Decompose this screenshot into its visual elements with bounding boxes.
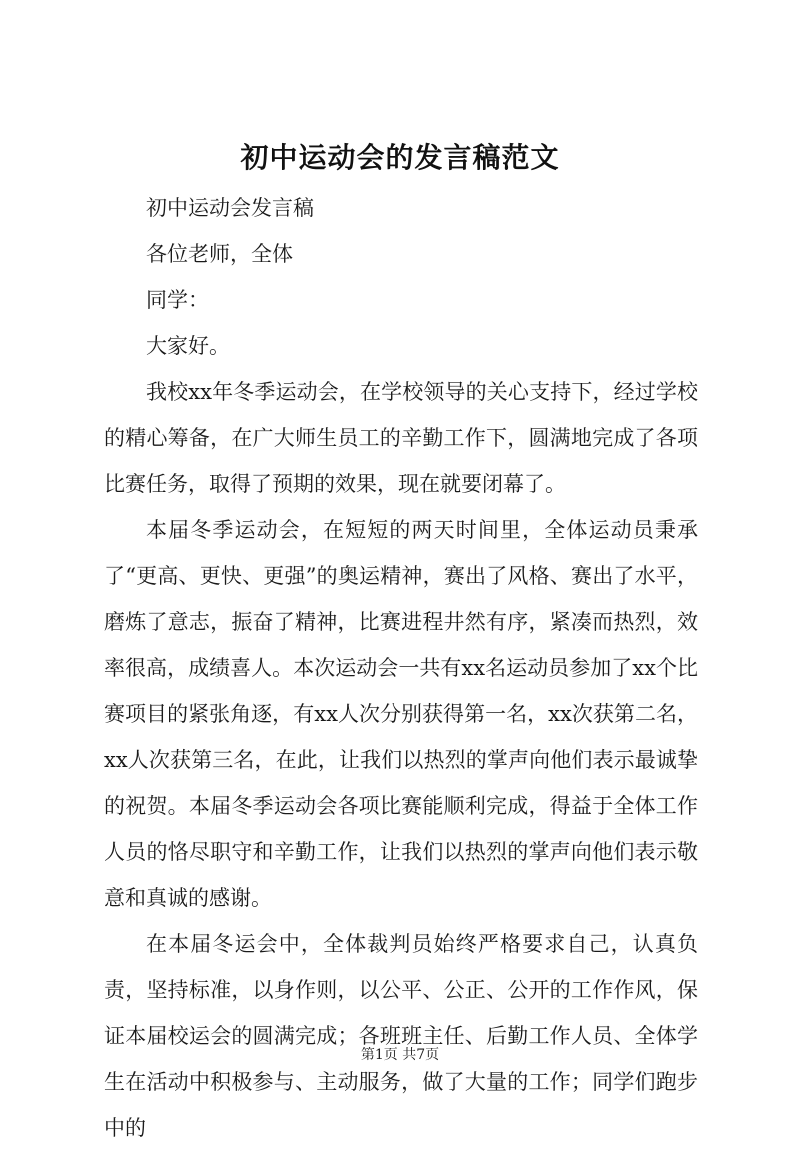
document-body [104,185,698,1151]
paragraph-salutation-continued: 同学： [146,288,209,312]
page-footer: 第1页 共7页 [360,1047,440,1063]
paragraph-achievements: 本届冬季运动会，在短短的两天时间里，全体运动员秉承了“更高、更快、更强”的奥运精神，赛出了风格、赛出了水平，磨炼了意志，振奋了精神，比赛进程井然有序，紧凑而热烈，效率很高，成绩喜人。本次运动会一共有xx名运动员参加了xx个比赛项目的紧张角逐，有xx人次分别获得第一名，xx次获第二名，xx人次获第三名，在此，让我们以热烈的掌声向他们表示最诚挚的祝贺。本届冬季运动会各项比赛能顺利完成，得益于全体工作人员的恪尽职守和辛勤工作，让我们以热烈的掌声向他们表示敬意和真诚的感谢。 [104,518,698,910]
paragraph-salutation: 各位老师，全体 [146,242,293,266]
document-title: 初中运动会的发言稿范文 [240,141,560,174]
paragraph-subtitle: 初中运动会发言稿 [146,196,314,220]
paragraph-intro: 我校xx年冬季运动会，在学校领导的关心支持下，经过学校的精心筹备，在广大师生员工的辛勤工作下，圆满地完成了各项比赛任务，取得了预期的效果，现在就要闭幕了。 [104,380,698,496]
paragraph-referees: 在本届冬运会中，全体裁判员始终严格要求自己，认真负责，坚持标准，以身作则，以公平、公正、公开的工作作风，保证本届校运会的圆满完成；各班班主任、后勤工作人员、全体学生在活动中积极参与、主动服务，做了大量的工作；同学们跑步中的 [104,932,698,1140]
paragraph-greeting: 大家好。 [146,334,230,358]
